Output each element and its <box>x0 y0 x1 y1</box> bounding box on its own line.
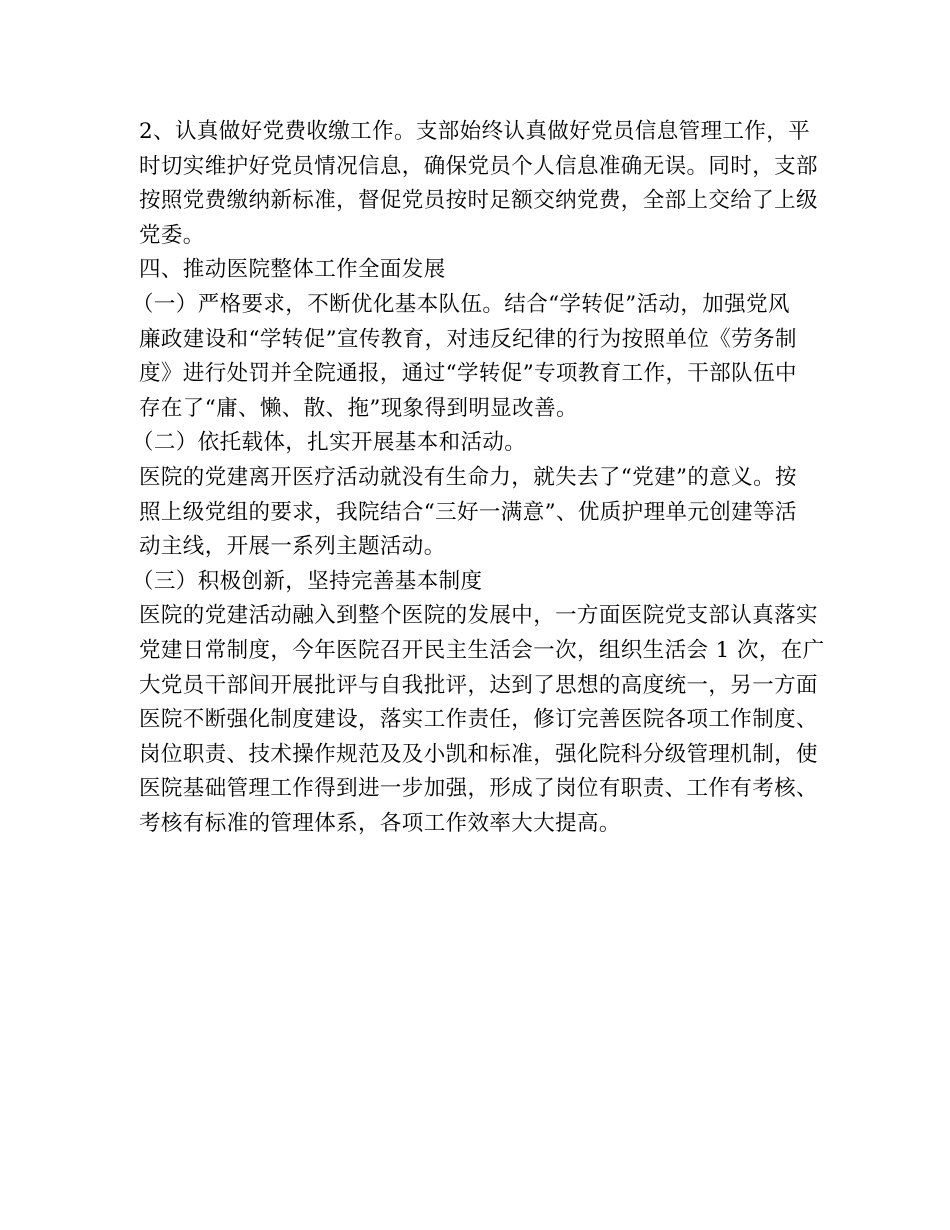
paragraph-line: 2、认真做好党费收缴工作。支部始终认真做好党员信息管理工作，平 <box>139 119 811 144</box>
paragraph-line: 党委。 <box>139 222 205 248</box>
paragraph-line: 医院的党建活动融入到整个医院的发展中，一方面医院党支部认真落实 <box>139 603 818 629</box>
paragraph-line: 时切实维护好党员情况信息，确保党员个人信息准确无误。同时，支部 <box>139 153 818 179</box>
subsection-heading: （二）依托载体，扎实开展基本和活动。 <box>132 430 527 456</box>
paragraph-line: 岗位职责、技术操作规范及及小凯和标准，强化院科分级管理机制，使 <box>139 741 818 767</box>
paragraph-line: 度》进行处罚并全院通报，通过“学转促”专项教育工作，干部队伍中 <box>139 361 797 387</box>
paragraph-line: 党建日常制度，今年医院召开民主生活会一次，组织生活会 1 次，在广 <box>139 637 825 663</box>
paragraph-line: 廉政建设和“学转促”宣传教育，对违反纪律的行为按照单位《劳务制 <box>139 326 797 352</box>
section-heading: 四、推动医院整体工作全面发展 <box>139 257 446 283</box>
paragraph-line: 医院的党建离开医疗活动就没有生命力，就失去了“党建”的意义。按 <box>139 464 797 490</box>
paragraph-line: 存在了“庸、懒、散、拖”现象得到明显改善。 <box>139 395 578 421</box>
paragraph-line: 考核有标准的管理体系，各项工作效率大大提高。 <box>139 810 621 836</box>
paragraph-line: 照上级党组的要求，我院结合“三好一满意”、优质护理单元创建等活 <box>139 499 797 525</box>
subsection-heading: （三）积极创新，坚持完善基本制度 <box>132 568 483 594</box>
paragraph-line: 医院不断强化制度建设，落实工作责任，修订完善医院各项工作制度、 <box>139 707 818 733</box>
paragraph-line: 按照党费缴纳新标准，督促党员按时足额交纳党费，全部上交给了上级 <box>139 188 818 214</box>
paragraph-line: 大党员干部间开展批评与自我批评，达到了思想的高度统一，另一方面 <box>139 672 818 698</box>
paragraph-line: 医院基础管理工作得到进一步加强，形成了岗位有职责、工作有考核、 <box>139 776 818 802</box>
paragraph-line: 动主线，开展一系列主题活动。 <box>139 534 446 560</box>
subsection-heading: （一）严格要求，不断优化基本队伍。结合“学转促”活动，加强党风 <box>132 291 790 317</box>
